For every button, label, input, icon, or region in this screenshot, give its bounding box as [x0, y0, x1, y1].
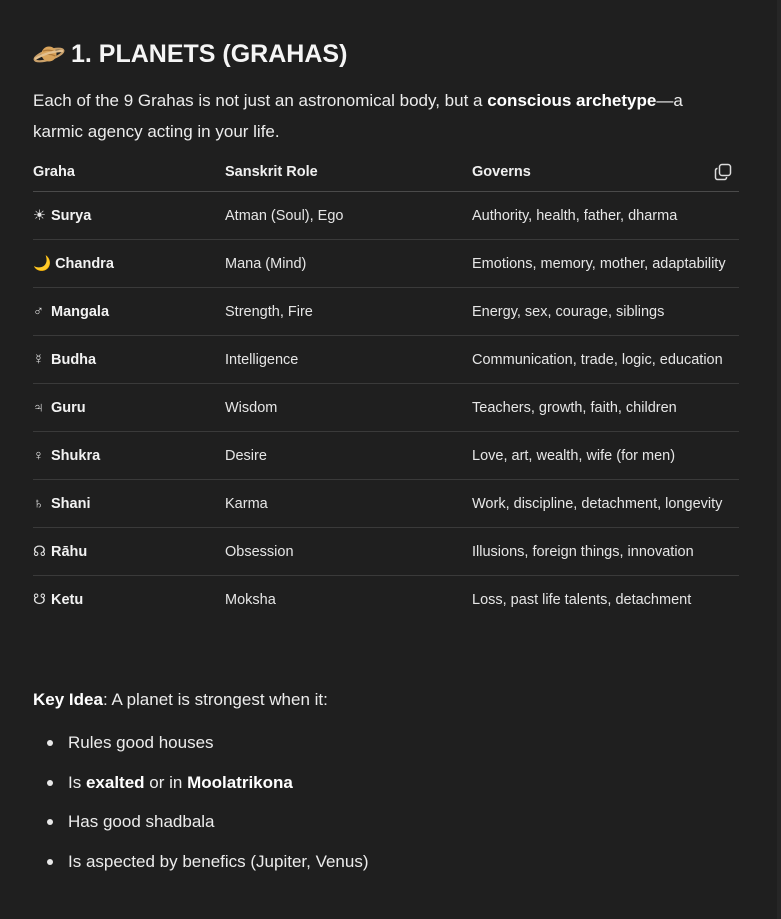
graha-name: Budha	[51, 352, 97, 368]
governs-value: Loss, past life talents, detachment	[472, 592, 692, 608]
governs-value: Communication, trade, logic, education	[472, 352, 723, 368]
table-row	[33, 432, 739, 480]
header-governs	[472, 153, 739, 192]
grahas-table	[33, 153, 739, 623]
section-heading	[33, 36, 347, 72]
list-item-text: or in	[144, 772, 188, 792]
table-row	[33, 528, 739, 576]
governs-value: Work, discipline, detachment, longevity	[472, 496, 723, 512]
list-item	[33, 804, 369, 844]
list-item-text: Rules good houses	[68, 733, 214, 752]
graha-name: Rāhu	[51, 544, 88, 560]
key-idea-label: Key Idea	[33, 690, 103, 709]
venus-symbol-icon: ♀	[33, 448, 44, 464]
key-idea	[33, 690, 328, 710]
list-item-bold: Moolatrikona	[187, 772, 293, 792]
scrollbar[interactable]	[777, 0, 781, 919]
header-sanskrit-role: Sanskrit Role	[225, 153, 472, 192]
graha-name: Guru	[51, 400, 86, 416]
table-row	[33, 336, 739, 384]
sanskrit-role: Intelligence	[225, 352, 299, 368]
graha-name: Chandra	[55, 256, 114, 272]
table-row	[33, 192, 739, 240]
list-item	[33, 725, 369, 765]
jupiter-symbol-icon: ♃	[33, 400, 44, 416]
key-idea-list	[33, 725, 369, 884]
ascending-node-icon: ☊	[33, 544, 46, 560]
header-governs-label: Governs	[472, 164, 531, 180]
copy-icon[interactable]	[713, 162, 733, 182]
intro-text-1: Each of the 9 Grahas is not just an astronomical body, but a	[33, 91, 488, 110]
sun-icon: ☀	[33, 208, 46, 224]
governs-value: Emotions, memory, mother, adaptability	[472, 256, 726, 272]
graha-name: Ketu	[51, 592, 84, 608]
bullet-icon	[47, 819, 53, 825]
sanskrit-role: Atman (Soul), Ego	[225, 208, 344, 224]
mercury-symbol-icon: ☿	[33, 352, 44, 368]
graha-name: Surya	[51, 208, 92, 224]
governs-value: Love, art, wealth, wife (for men)	[472, 448, 676, 464]
intro-bold: conscious archetype	[487, 91, 657, 110]
graha-name: Mangala	[51, 304, 110, 320]
descending-node-icon: ☋	[33, 592, 46, 608]
ringed-planet-icon	[33, 42, 65, 66]
list-item-text: Has good shadbala	[68, 812, 215, 832]
list-item-bold: exalted	[85, 772, 145, 792]
list-item	[33, 765, 369, 805]
bullet-icon	[47, 740, 53, 746]
key-idea-text: : A planet is strongest when it:	[102, 690, 328, 709]
bullet-icon	[47, 859, 53, 865]
table-row	[33, 288, 739, 336]
sanskrit-role: Karma	[225, 496, 268, 512]
sanskrit-role: Obsession	[225, 544, 294, 560]
governs-value: Authority, health, father, dharma	[472, 208, 678, 224]
governs-value: Illusions, foreign things, innovation	[472, 544, 694, 560]
sanskrit-role: Mana (Mind)	[225, 256, 307, 272]
sanskrit-role: Wisdom	[225, 400, 278, 416]
intro-text-2: —a karmic agency acting in your life.	[33, 91, 683, 141]
sanskrit-role: Moksha	[225, 592, 276, 608]
table-row	[33, 480, 739, 528]
bullet-icon	[47, 780, 53, 786]
sanskrit-role: Strength, Fire	[225, 304, 313, 320]
graha-name: Shani	[51, 496, 91, 512]
intro-paragraph	[33, 85, 733, 147]
table-row	[33, 576, 739, 624]
list-item-text: Is aspected by benefics (Jupiter, Venus)	[68, 852, 369, 872]
list-item-text: Is	[68, 772, 86, 792]
governs-value: Teachers, growth, faith, children	[472, 400, 677, 416]
list-item	[33, 844, 369, 884]
header-graha: Graha	[33, 153, 225, 192]
graha-name: Shukra	[51, 448, 101, 464]
table-row	[33, 384, 739, 432]
saturn-symbol-icon: ♄	[33, 496, 44, 512]
sanskrit-role: Desire	[225, 448, 267, 464]
crescent-moon-icon: 🌙	[33, 256, 52, 272]
mars-symbol-icon: ♂	[33, 304, 44, 320]
table-row	[33, 240, 739, 288]
governs-value: Energy, sex, courage, siblings	[472, 304, 665, 320]
table-header-row	[33, 153, 739, 192]
section-title: 1. PLANETS (GRAHAS)	[71, 39, 348, 68]
